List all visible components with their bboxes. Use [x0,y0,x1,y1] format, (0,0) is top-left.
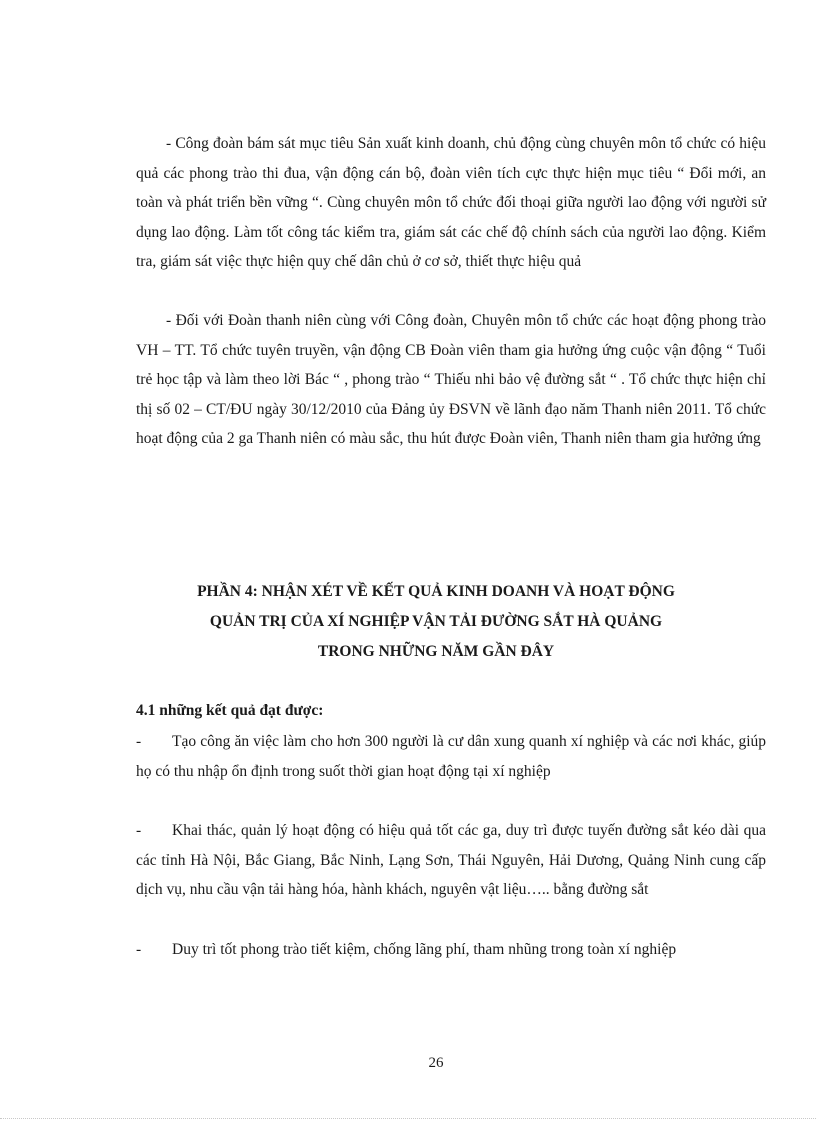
bullet-item [136,727,766,786]
bullet-mark: - [136,733,142,750]
bullet-item [136,816,766,905]
heading-line-1: PHẦN 4: NHẬN XÉT VỀ KẾT QUẢ KINH DOANH VÀ HOẠT ĐỘNG [197,583,675,600]
page-number: 26 [428,1055,444,1071]
paragraph-cong-doan: - Công đoàn bám sát mục tiêu Sản xuất kinh doanh, chủ động cùng chuyên môn tổ chức có hiệu quả các phong trào thi đua, vận động cán bộ, đoàn viên tích cực thực hiện mục tiêu “ Đổi mới, an toàn và phát triển bền vững “. Cùng chuyên môn tổ chức đối thoại giữa người lao động với người sử dụng lao động. Làm tốt công tác kiểm tra, giám sát các chế độ chính sách của người lao động. Kiểm tra, giám sát việc thực hiện quy chế dân chủ ở cơ sở, thiết thực hiệu quả [136,135,766,271]
page-bottom-border [0,1118,816,1119]
heading-line-2: QUẢN TRỊ CỦA XÍ NGHIỆP VẬN TẢI ĐƯỜNG SẮT HÀ QUẢNG [209,613,663,630]
subsection-title: 4.1 những kết quả đạt được: [136,702,324,719]
bullet-mark: - [136,941,142,958]
bullet-text: Khai thác, quản lý hoạt động có hiệu quả tốt các ga, duy trì được tuyến đường sắt kéo dài qua các tỉnh Hà Nội, Bắc Giang, Bắc Ninh, Lạng Sơn, Thái Nguyên, Hải Dương, Quảng Ninh cung cấp dịch vụ, nhu cầu vận tải hàng hóa, hành khách, nguyên vật liệu….. bằng đường sắt [136,822,766,899]
bullet-mark: - [136,822,142,839]
bullet-item [136,935,766,965]
bullet-text: Tạo công ăn việc làm cho hơn 300 người là cư dân xung quanh xí nghiệp và các nơi khác, giúp họ có thu nhập ổn định trong suốt thời gian hoạt động tại xí nghiệp [136,733,766,780]
heading-line-3: TRONG NHỮNG NĂM GẦN ĐÂY [317,643,555,660]
paragraph-doan-thanh-nien: - Đối với Đoàn thanh niên cùng với Công đoàn, Chuyên môn tổ chức các hoạt động phong trào VH – TT. Tổ chức tuyên truyền, vận động CB Đoàn viên tham gia hưởng ứng cuộc vận động “ Tuổi trẻ học tập và làm theo lời Bác “ , phong trào “ Thiếu nhi bảo vệ đường sắt “ . Tổ chức thực hiện chỉ thị số 02 – CT/ĐU ngày 30/12/2010 của Đảng ủy ĐSVN về lãnh đạo năm Thanh niên 2011. Tổ chức hoạt động của 2 ga Thanh niên có màu sắc, thu hút được Đoàn viên, Thanh niên tham gia hưởng ứng [136,312,766,448]
bullet-text: Duy trì tốt phong trào tiết kiệm, chống lãng phí, tham nhũng trong toàn xí nghiệp [172,941,677,958]
